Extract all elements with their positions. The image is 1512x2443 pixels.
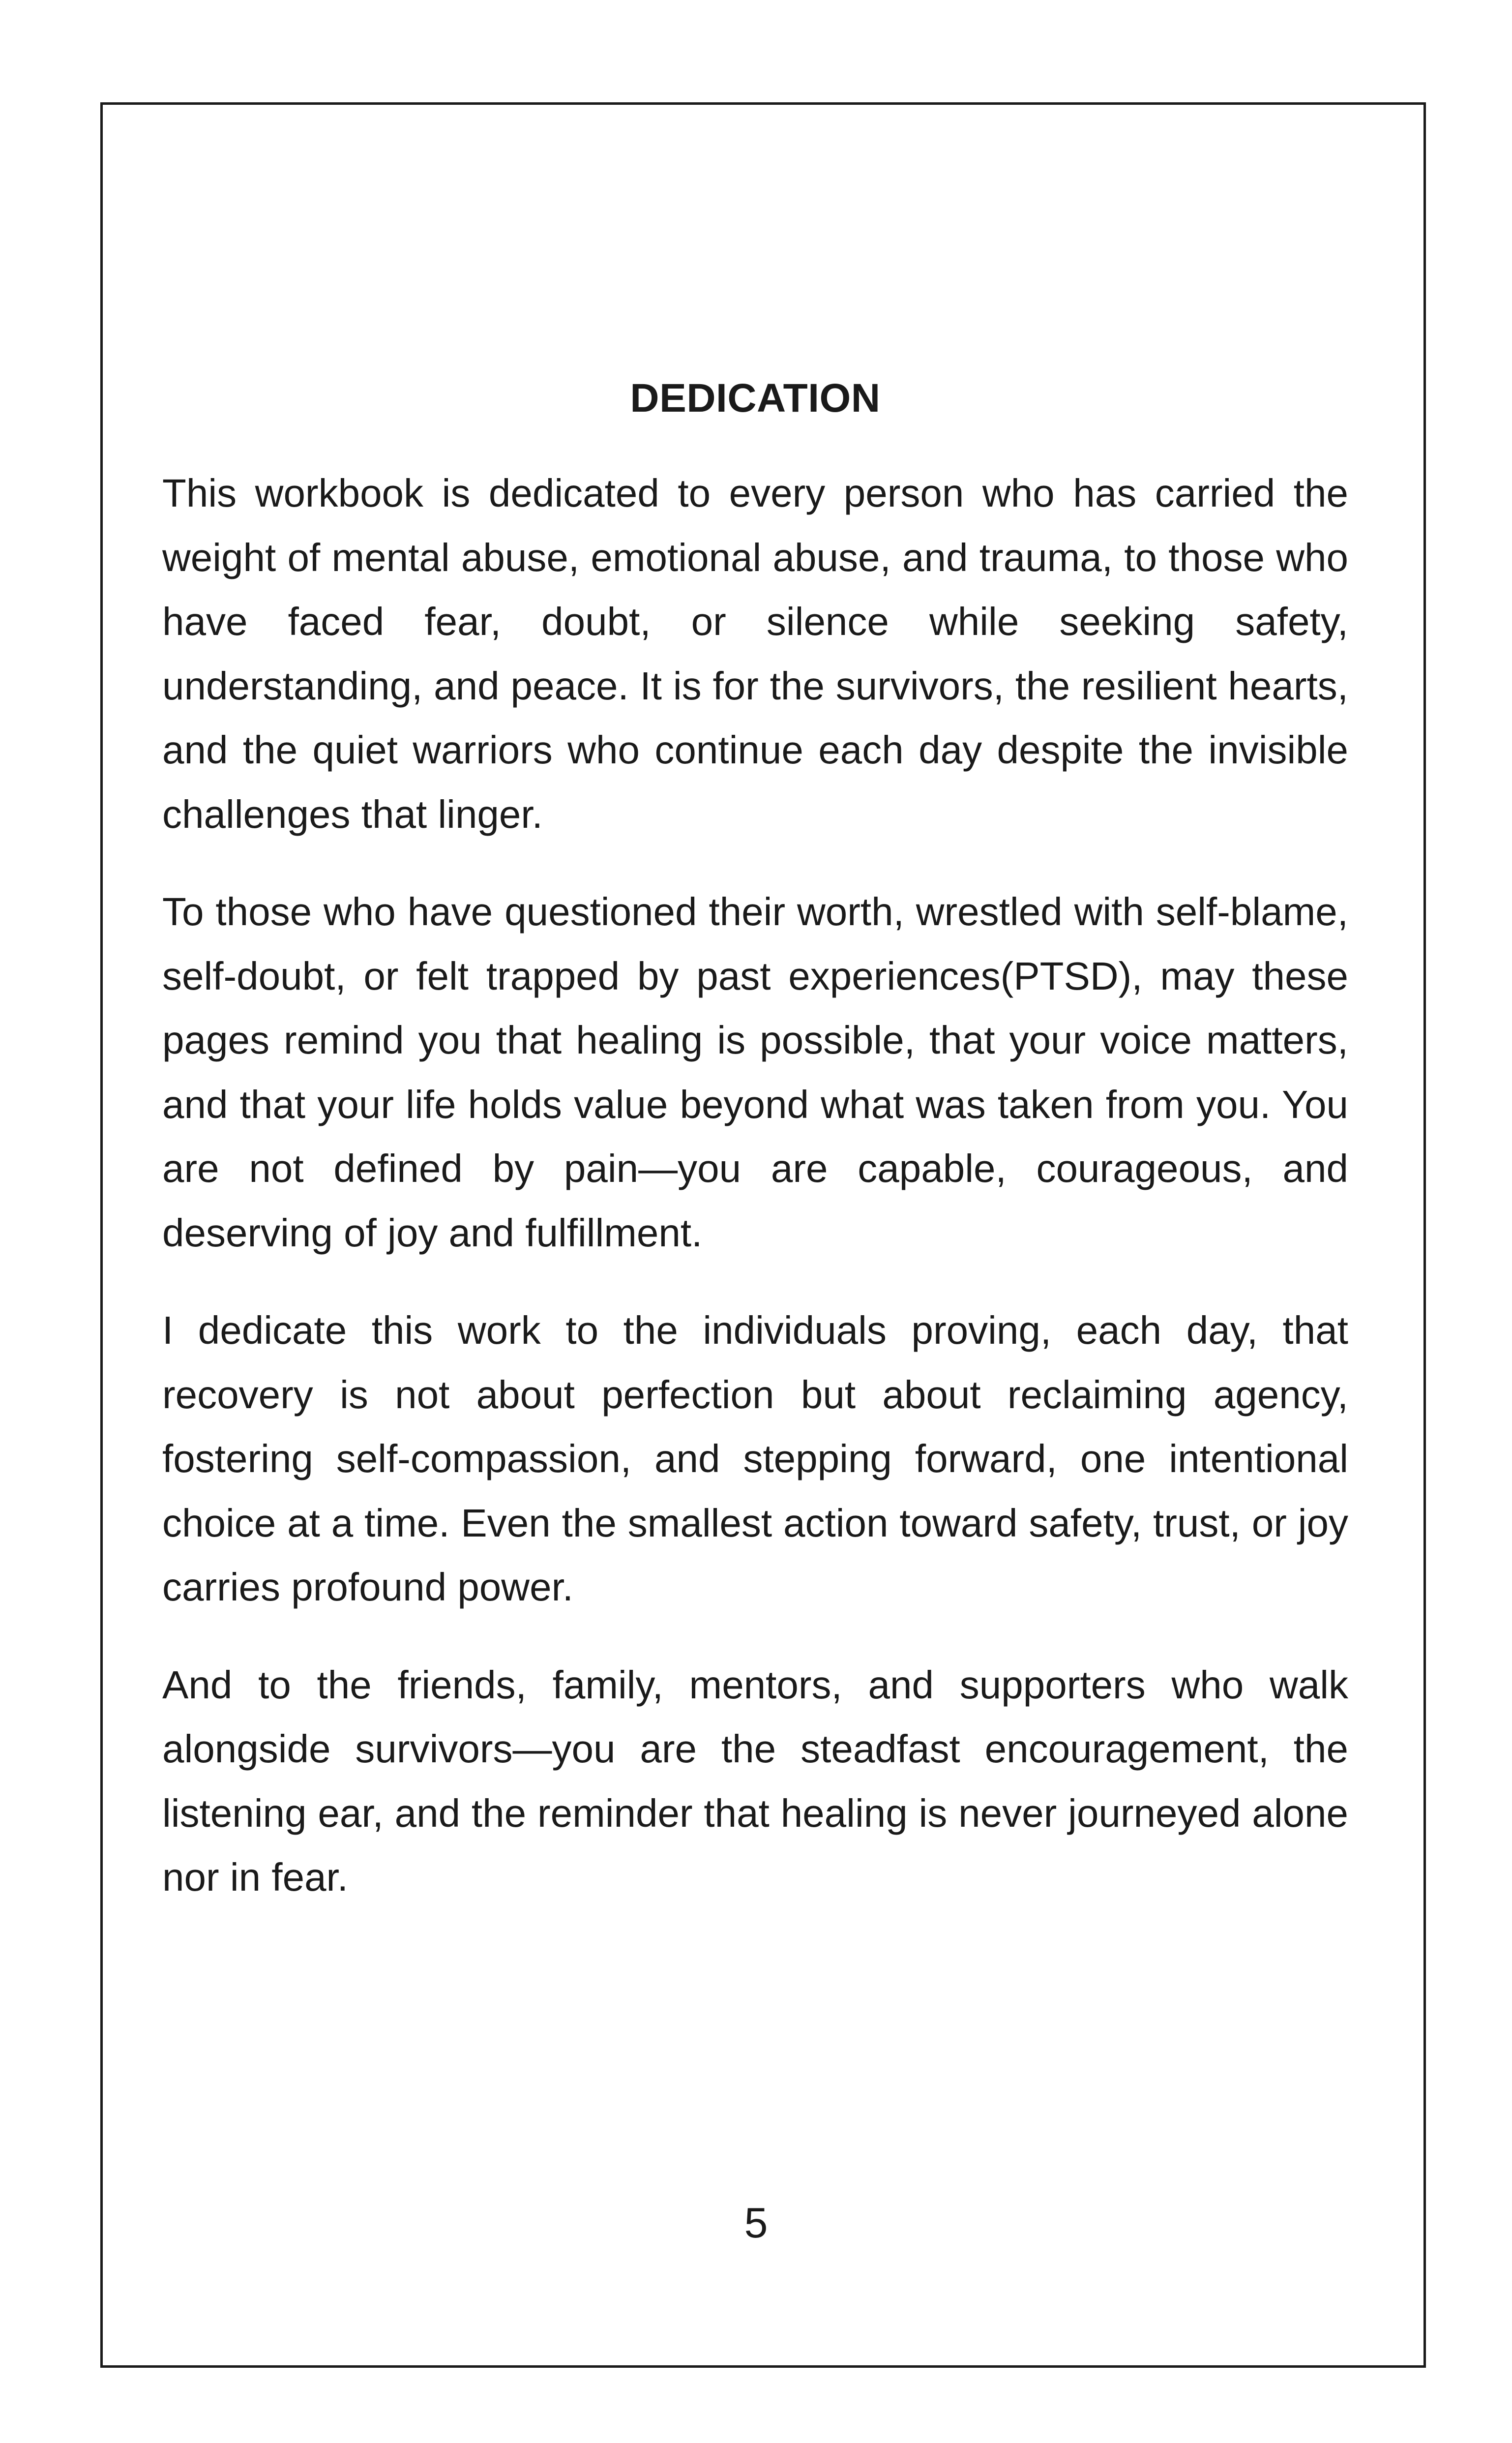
paragraph-1: This workbook is dedicated to every person who has carried the weight of mental abuse, emotional abuse, and trauma, to those who have faced fear, doubt, or silence while seeking safety, understanding, and peace. It is for the survivors, the resilient hearts, and the quiet warriors who continue each day despite the invisible challenges that linger. (162, 471, 1348, 836)
paragraph-3: I dedicate this work to the individuals proving, each day, that recovery is not about perfection but about reclaiming agency, fostering self-compassion, and stepping forward, one intentional choice at a time. Even the smallest action toward safety, trust, or joy carries profound power. (162, 1308, 1348, 1609)
page-title: DEDICATION (630, 376, 881, 421)
paragraph-4: And to the friends, family, mentors, and supporters who walk alongside survivors—you are the steadfast encouragement, the listening ear, and the reminder that healing is never journeyed alone nor in fear. (162, 1662, 1348, 1899)
paragraph-2: To those who have questioned their worth, wrestled with self-blame, self-doubt, or felt trapped by past experiences(PTSD), may these pages remind you that healing is possible, that your voice matters, and that your life holds value beyond what was taken from you. You are not defined by pain—you are capable, courageous, and deserving of joy and fulfillment. (162, 890, 1348, 1255)
dedication-section (162, 374, 1348, 1943)
page-number: 5 (744, 2200, 768, 2247)
